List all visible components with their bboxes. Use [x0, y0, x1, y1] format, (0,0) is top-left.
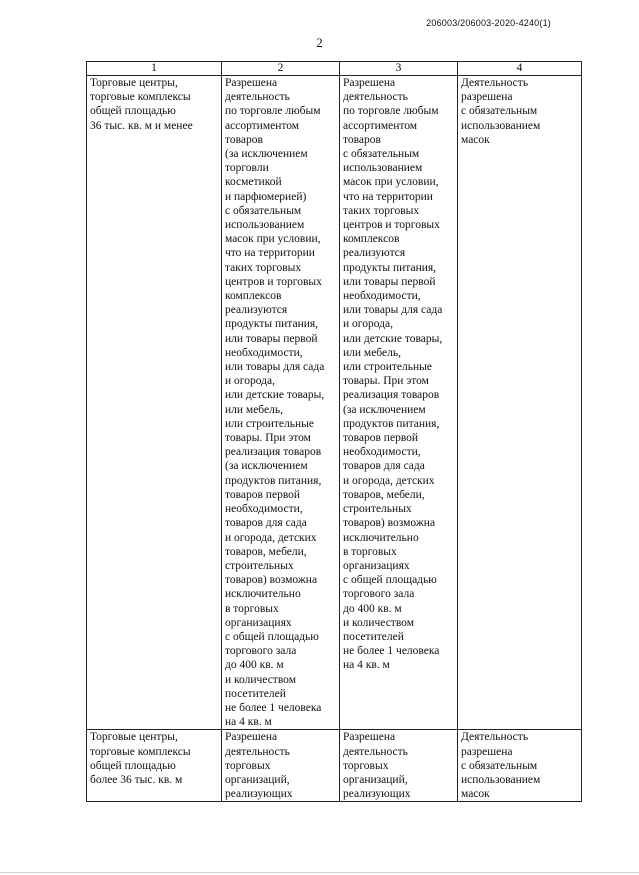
table-cell-category: Торговые центры, торговые комплексы общей площадью 36 тыс. кв. м и менее	[87, 76, 222, 730]
table-cell-col3: Разрешена деятельность торговых организаций, реализующих	[340, 730, 458, 802]
table-cell-col4: Деятельность разрешена с обязательным использованием масок	[458, 76, 582, 730]
page-number: 2	[316, 35, 323, 50]
table-cell-category: Торговые центры, торговые комплексы общей площадью более 36 тыс. кв. м	[87, 730, 222, 802]
regulation-table	[86, 61, 582, 802]
table-header-row	[87, 62, 582, 76]
table-cell-col2: Разрешена деятельность по торговле любым ассортиментом товаров (за исключением торговли косметикой и парфюмерией) с обязательным использованием масок при условии, что на территории таких торговых центров и торговых комплексов реализуются продукты питания, или товары первой необходимости, или товары для сада и огорода, или детские товары, или мебель, или строительные товары. При этом реализация товаров (за исключением продуктов питания, товаров первой необходимости, товаров для сада и огорода, детских товаров, мебели, строительных товаров) возможна исключительно в торговых организациях с общей площадью торгового зала до 400 кв. м и количеством посетителей не более 1 человека на 4 кв. м	[222, 76, 340, 730]
column-header-2: 2	[222, 62, 340, 76]
document-id: 206003/206003-2020-4240(1)	[426, 18, 551, 28]
column-header-1: 1	[87, 62, 222, 76]
table-cell-col4: Деятельность разрешена с обязательным использованием масок	[458, 730, 582, 802]
column-header-4: 4	[458, 62, 582, 76]
table-cell-col2: Разрешена деятельность торговых организаций, реализующих	[222, 730, 340, 802]
table-row	[87, 730, 582, 802]
column-header-3: 3	[340, 62, 458, 76]
table-row	[87, 76, 582, 730]
page-bottom-edge	[0, 872, 639, 873]
table-cell-col3: Разрешена деятельность по торговле любым ассортиментом товаров с обязательным использованием масок при условии, что на территории таких торговых центров и торговых комплексов реализуются продукты питания, или товары первой необходимости, или товары для сада и огорода, или детские товары, или мебель, или строительные товары. При этом реализация товаров (за исключением продуктов питания, товаров первой необходимости, товаров для сада и огорода, детских товаров, мебели, строительных товаров) возможна исключительно в торговых организациях с общей площадью торгового зала до 400 кв. м и количеством посетителей не более 1 человека на 4 кв. м	[340, 76, 458, 730]
